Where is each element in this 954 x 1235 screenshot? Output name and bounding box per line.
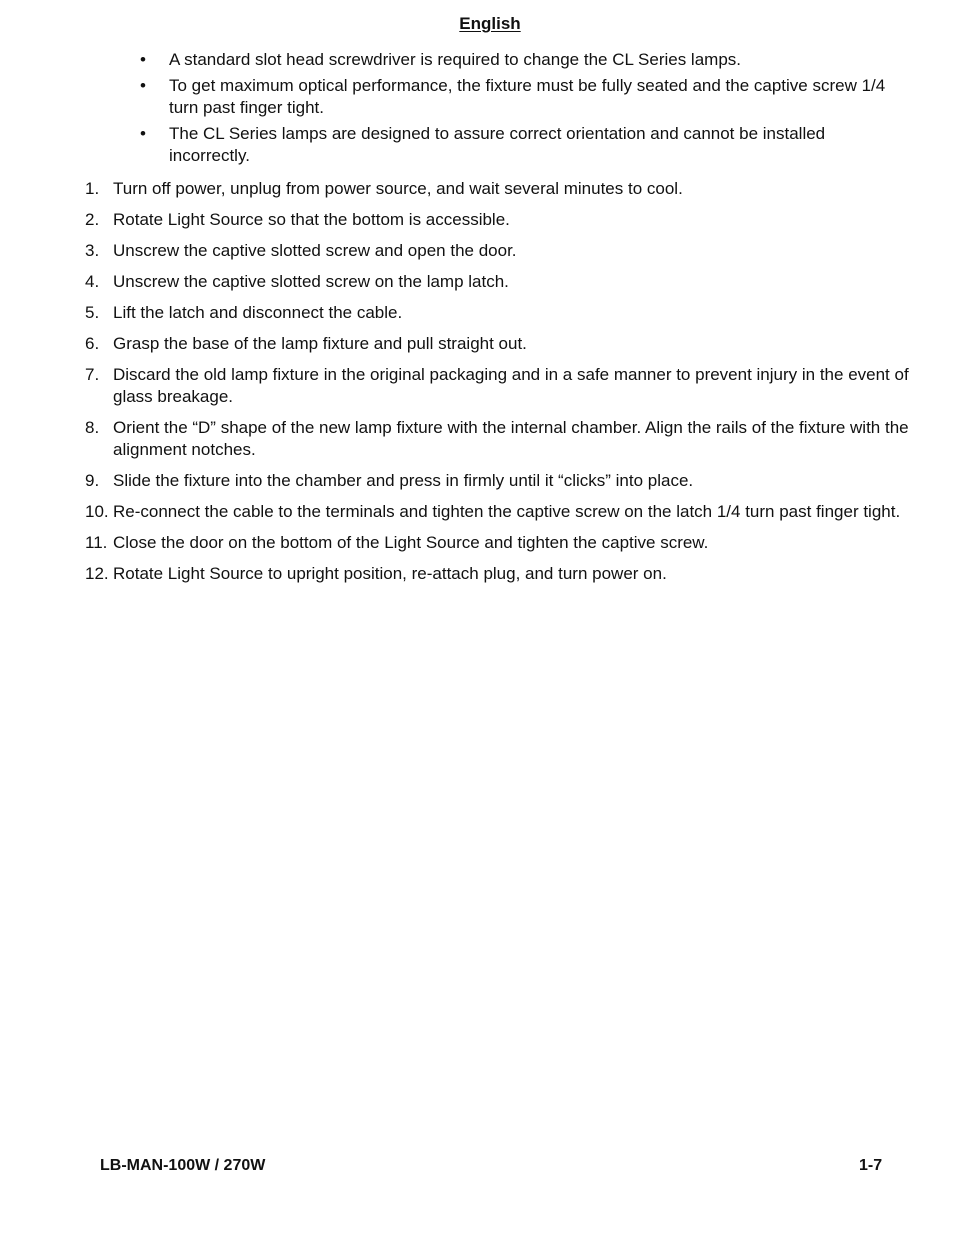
- step-text: Discard the old lamp fixture in the original packaging and in a safe manner to prevent injury in the event of glass breakage.: [113, 365, 909, 406]
- note-item: [140, 49, 900, 71]
- step-number: 7.: [85, 365, 100, 384]
- page-heading: English: [459, 14, 521, 33]
- step-number: 10.: [85, 502, 109, 521]
- step-item: [85, 302, 915, 324]
- step-text: Turn off power, unplug from power source, and wait several minutes to cool.: [113, 179, 683, 198]
- step-text: Slide the fixture into the chamber and press in firmly until it “clicks” into place.: [113, 471, 694, 490]
- step-item: [85, 364, 915, 408]
- step-item: [85, 240, 915, 262]
- step-item: [85, 417, 915, 461]
- step-number: 9.: [85, 471, 100, 490]
- step-text: Rotate Light Source so that the bottom is accessible.: [113, 210, 510, 229]
- step-number: 2.: [85, 210, 100, 229]
- bullet-icon: •: [140, 50, 146, 69]
- step-text: Unscrew the captive slotted screw and open the door.: [113, 241, 517, 260]
- step-text: Unscrew the captive slotted screw on the lamp latch.: [113, 272, 509, 291]
- step-item: [85, 501, 915, 523]
- note-text: A standard slot head screwdriver is required to change the CL Series lamps.: [169, 50, 741, 69]
- note-item: [140, 123, 900, 167]
- note-text: To get maximum optical performance, the fixture must be fully seated and the captive screw 1/4 turn past finger tight.: [169, 76, 886, 117]
- step-item: [85, 563, 915, 585]
- bullet-icon: •: [140, 124, 146, 143]
- step-text: Orient the “D” shape of the new lamp fixture with the internal chamber. Align the rails of the fixture with the alignment notches.: [113, 418, 909, 459]
- step-number: 6.: [85, 334, 100, 353]
- notes-list: [140, 49, 900, 171]
- step-item: [85, 209, 915, 231]
- step-number: 12.: [85, 564, 109, 583]
- step-text: Rotate Light Source to upright position, re-attach plug, and turn power on.: [113, 564, 667, 583]
- step-item: [85, 178, 915, 200]
- step-text: Re-connect the cable to the terminals and tighten the captive screw on the latch 1/4 turn past finger tight.: [113, 502, 901, 521]
- document-id: LB-MAN-100W / 270W: [100, 1157, 266, 1174]
- step-item: [85, 333, 915, 355]
- step-number: 8.: [85, 418, 100, 437]
- procedure-steps: [85, 178, 915, 594]
- bullet-icon: •: [140, 76, 146, 95]
- step-number: 1.: [85, 179, 100, 198]
- step-text: Lift the latch and disconnect the cable.: [113, 303, 403, 322]
- step-item: [85, 470, 915, 492]
- step-number: 11.: [85, 533, 108, 552]
- step-text: Close the door on the bottom of the Light Source and tighten the captive screw.: [113, 533, 709, 552]
- page-number: 1-7: [859, 1157, 883, 1174]
- step-text: Grasp the base of the lamp fixture and pull straight out.: [113, 334, 527, 353]
- step-number: 5.: [85, 303, 100, 322]
- step-item: [85, 271, 915, 293]
- step-number: 3.: [85, 241, 100, 260]
- step-item: [85, 532, 915, 554]
- note-item: [140, 75, 900, 119]
- note-text: The CL Series lamps are designed to assure correct orientation and cannot be installed incorrectly.: [169, 124, 826, 165]
- step-number: 4.: [85, 272, 100, 291]
